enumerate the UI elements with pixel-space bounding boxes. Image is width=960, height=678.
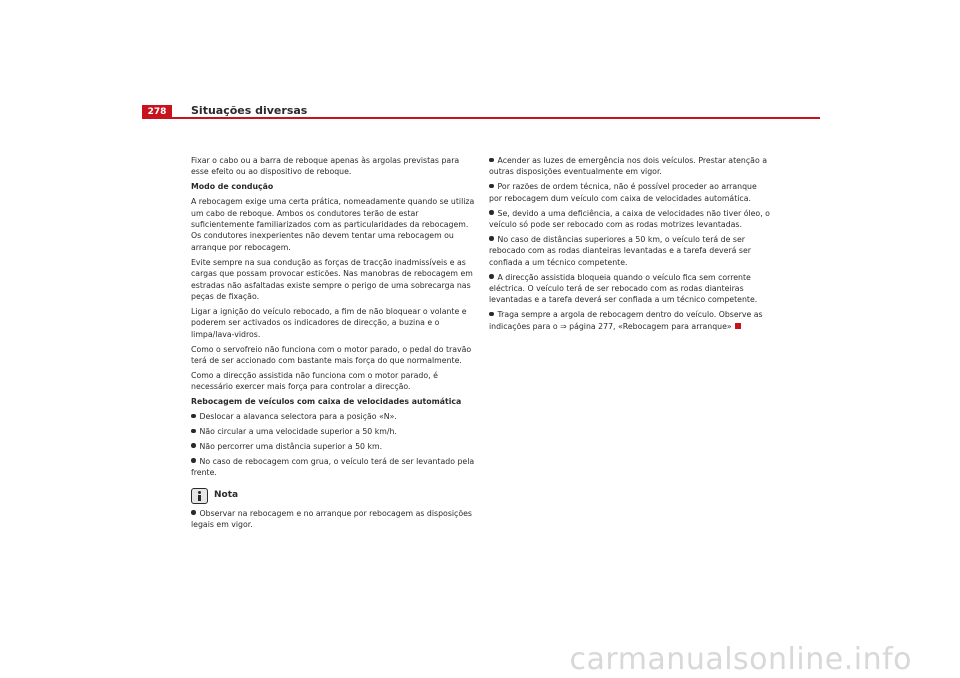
paragraph-forces: Evite sempre na sua condução as forças de tracção inadmissíveis e as cargas que possam provocar esticões. Nas manobras de rebocagem em estradas não asfaltadas existe sempre o perigo de uma sobrecarga nas peças de fixação.: [191, 257, 473, 301]
bullet-icon: [489, 184, 494, 189]
paragraph-attach: Fixar o cabo ou a barra de reboque apenas às argolas previstas para esse efeito ou ao dispositivo de reboque.: [191, 156, 460, 177]
right-bullet-1: Acender as luzes de emergência nos dois veículos. Prestar atenção a outras disposições eventualmente em vigor.: [489, 156, 767, 177]
paragraph-steering: Como a direcção assistida não funciona com o motor parado, é necessário exercer mais força para controlar a direcção.: [191, 370, 438, 392]
paragraph-brake: Como o servofreio não funciona com o motor parado, o pedal do travão terá de ser accionado com bastante mais força do que normalmente.: [191, 344, 472, 365]
note-label: Nota: [214, 489, 239, 500]
bullet-icon: [191, 458, 196, 463]
bullet-icon: [489, 312, 494, 317]
header-rule: [142, 117, 820, 119]
section-title: Situações diversas: [191, 104, 308, 117]
bullet-icon: [489, 158, 494, 163]
auto-bullet-1: Deslocar a alavanca selectora para a posição «N».: [191, 411, 475, 422]
driving-heading: Modo de condução: [191, 182, 274, 192]
note-header: [191, 488, 475, 504]
auto-bullet-3: Não percorrer uma distância superior a 50 km.: [191, 441, 475, 452]
right-bullet-5: A direcção assistida bloqueia quando o veículo fica sem corrente eléctrica. O veículo terá de ser rebocado com as rodas dianteiras levantadas e a tarefa deverá ser confiada a um técnico competente.: [489, 272, 758, 305]
auto-bullet-2: Não circular a uma velocidade superior a 50 km/h.: [191, 426, 475, 437]
right-bullet-2: Por razões de ordem técnica, não é possível proceder ao arranque por rebocagem dum veículo com caixa de velocidades automática.: [489, 182, 757, 203]
auto-heading: Rebocagem de veículos com caixa de velocidades automática: [191, 397, 462, 407]
right-column: [489, 155, 771, 336]
right-bullet-6: [489, 309, 771, 332]
left-column: [191, 155, 475, 534]
bullet-icon: [191, 414, 196, 419]
bullet-icon: [191, 429, 196, 434]
page-reference-link[interactable]: Traga sempre a argola de rebocagem dentro do veículo. Observe as indicações para o ⇒ página 277, «Rebocagem para arranque»: [489, 310, 763, 331]
bullet-icon: [191, 443, 196, 448]
note-bullet-1: Observar na rebocagem e no arranque por rebocagem as disposições legais em vigor.: [191, 508, 472, 530]
right-bullet-4: No caso de distâncias superiores a 50 km, o veículo terá de ser rebocado com as rodas dianteiras levantadas e a tarefa deverá ser confiada a um técnico competente.: [489, 234, 751, 267]
bullet-icon: [489, 236, 494, 241]
bullet-icon: [489, 210, 494, 215]
info-note-icon: [191, 488, 208, 504]
right-bullet-3: Se, devido a uma deficiência, a caixa de velocidades não tiver óleo, o veículo só pode ser rebocado com as rodas motrizes levantadas.: [489, 208, 770, 230]
page-number: 278: [142, 105, 172, 119]
watermark: carmanualsonline.info: [569, 642, 912, 677]
end-of-section-icon: [735, 323, 741, 329]
bullet-icon: [191, 510, 196, 515]
auto-bullet-4: No caso de rebocagem com grua, o veículo terá de ser levantado pela frente.: [191, 456, 475, 478]
paragraph-ignition: Ligar a ignição do veículo rebocado, a fim de não bloquear o volante e poderem ser activados os indicadores de direcção, a buzina e o limpa/lava-vidros.: [191, 306, 467, 339]
bullet-icon: [489, 274, 494, 279]
paragraph-practice: A rebocagem exige uma certa prática, nomeadamente quando se utiliza um cabo de reboque. Ambos os condutores terão de estar suficientemente familiarizados com as particularidades da rebocagem. Os condutores inexperientes não devem tentar uma rebocagem ou arranque por rebocagem.: [191, 197, 475, 252]
